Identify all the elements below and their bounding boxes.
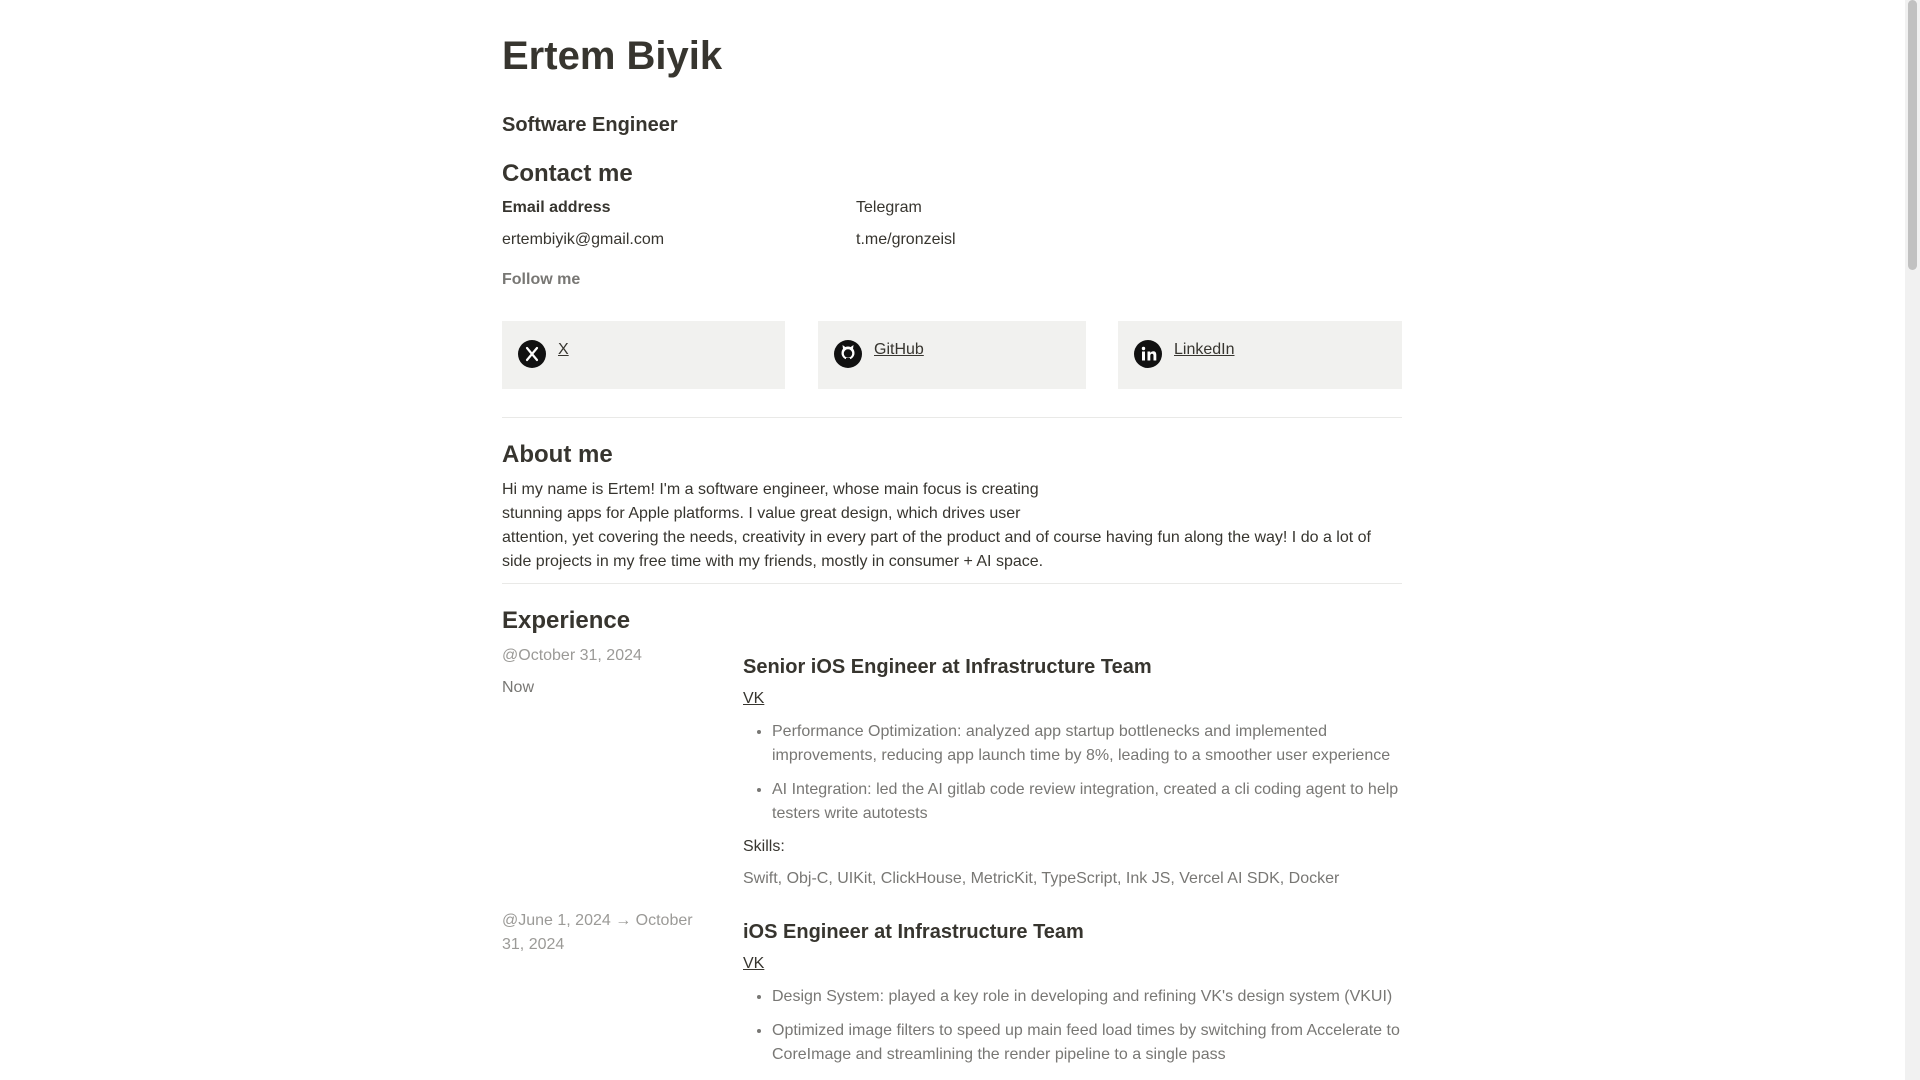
company-link[interactable]: VK bbox=[743, 690, 765, 707]
scrollbar[interactable] bbox=[1905, 0, 1920, 1080]
list-item: • Performance Optimization: analyzed app startup bottlenecks and implemented improvements, reducing app launch time by 8%, leading to a smoother user experience bbox=[772, 720, 1403, 768]
job-bullets bbox=[743, 985, 1403, 1067]
skills-list: Swift, Obj-C, UIKit, ClickHouse, MetricKit, TypeScript, Ink JS, Vercel AI SDK, Docker bbox=[743, 870, 1340, 887]
x-logo-icon bbox=[518, 340, 546, 368]
job-date: @June 1, 2024 → October bbox=[502, 912, 693, 929]
linkedin-link[interactable]: LinkedIn bbox=[1174, 341, 1235, 358]
company-link[interactable]: VK bbox=[743, 955, 765, 972]
x-link-card[interactable] bbox=[502, 321, 785, 389]
scrollbar-thumb[interactable] bbox=[1908, 0, 1917, 270]
job-title: Senior iOS Engineer at Infrastructure Team bbox=[743, 656, 1152, 678]
page-title: Ertem Biyik bbox=[502, 34, 723, 78]
contact-heading: Contact me bbox=[502, 160, 633, 187]
list-item: • Optimized image filters to speed up main feed load times by switching from Accelerate to CoreImage and streamlining the render pipeline to a single pass bbox=[772, 1019, 1403, 1067]
about-text: Hi my name is Ertem! I'm a software engineer, whose main focus is creating stunning apps for Apple platforms. I value great design, which drives user attention, yet covering the needs, creativity in every part of the product and of course having fun along the way! I do a lot of side projects in my free time with my friends, mostly in consumer + AI space. bbox=[502, 481, 1371, 570]
divider bbox=[502, 583, 1402, 584]
job-date-cont: 31, 2024 bbox=[502, 936, 565, 953]
follow-heading: Follow me bbox=[502, 271, 581, 288]
divider bbox=[502, 417, 1402, 418]
job-title: iOS Engineer at Infrastructure Team bbox=[743, 921, 1084, 943]
linkedin-link-card[interactable] bbox=[1118, 321, 1402, 389]
job-date: @October 31, 2024 bbox=[502, 647, 642, 664]
about-heading: About me bbox=[502, 441, 613, 468]
job-role: Software Engineer bbox=[502, 114, 678, 136]
list-item: • Design System: played a key role in developing and refining VK's design system (VKUI) bbox=[772, 985, 1403, 1009]
skills-label: Skills: bbox=[743, 838, 785, 855]
x-link[interactable]: X bbox=[558, 341, 569, 358]
email-label: Email address bbox=[502, 199, 611, 216]
github-icon bbox=[834, 340, 862, 368]
job-end-date: Now bbox=[502, 679, 535, 696]
experience-heading: Experience bbox=[502, 607, 631, 634]
job-entry bbox=[743, 654, 1403, 890]
telegram-label: Telegram bbox=[856, 199, 922, 216]
job-bullets bbox=[743, 720, 1403, 826]
github-link-card[interactable] bbox=[818, 321, 1086, 389]
email-value[interactable]: ertembiyik@gmail.com bbox=[502, 231, 665, 248]
telegram-value[interactable]: t.me/gronzeisl bbox=[856, 231, 956, 248]
job-entry bbox=[743, 919, 1403, 1077]
linkedin-icon bbox=[1134, 340, 1162, 368]
github-link[interactable]: GitHub bbox=[874, 341, 924, 358]
list-item: • AI Integration: led the AI gitlab code review integration, created a cli coding agent to help testers write autotests bbox=[772, 778, 1403, 826]
